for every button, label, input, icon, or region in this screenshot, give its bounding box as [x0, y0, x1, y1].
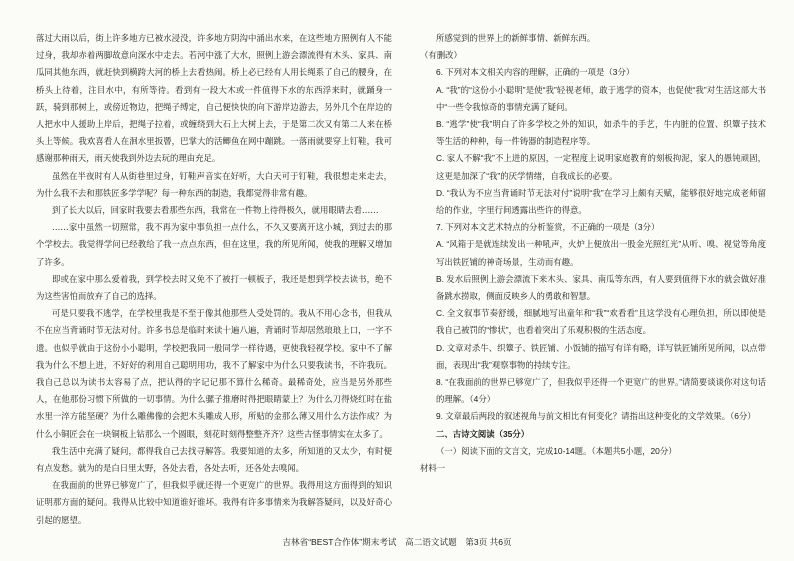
option-6d: D. “我认为不应当背诵时节无法对付”说明“我”在学习上颇有天赋，能够很好地完成老师留给的作业，字里行间透露出些许的得意。 — [436, 187, 766, 216]
option-6b: B. “逃学”使“我”明白了许多学校之外的知识，如杀牛的手艺，牛内脏的位置、织簟子技术等生活的种种，每一件铸器的制造程序等。 — [436, 119, 766, 147]
source-note: （有删改） — [420, 50, 462, 61]
option-7b: B. 发水后照例上游会漂流下来木头、家具、南瓜等东西，有人要到值得下水的就会做好准备跳水捞取，侧面反映乡人的勇敢和智慧。 — [436, 273, 766, 302]
option-6c: C. 家人不解“我”不上进的原因，一定程度上说明家庭教育的刻板拘泥，家人的愚钝顽固，这更是加深了“我”的厌学情绪，自我成长的必要。 — [436, 153, 766, 181]
option-7c: C. 全文叙事节奏舒缓，细腻地写出童年和“我”“欢看看”且这学没有心理负担，所以即使是我自己被罚的“惨状”，也看着突出了乐观积极的生活态度。 — [436, 308, 766, 336]
paragraph: 到了长大以后，回家时我要去看那些东西，我常在一件物上待得极久，就用眼睛去看…… — [52, 205, 379, 216]
option-6a: A. “我”的“这份小小聪明”是使“我”轻视老师，敢于逃学的资本，也促使“我”对生活这部大书中“一些令我惊奇的事情充满了疑问。 — [436, 84, 766, 112]
passage-ending: 所感觉到的世界上的新鲜事情、新鲜东西。 — [436, 33, 596, 43]
subsection-heading: （一）阅读下面的文言文，完成10-14题。（本题共5小题，20分） — [436, 445, 677, 456]
paragraph: 在我面前的世界已够宽广了，但我似乎就还得一个更宽广的世界。我得用这方面得到的知识证明那方面的疑问。我得从比较中知道谁好谁坏。我得有许多事情来为我解答疑问，以及好奇心引起的愿望。 — [36, 480, 392, 525]
paragraph: 我生活中充满了疑问，都得我自己去找寻解答。我要知道的太多，所知道的又太少，有时便有点发愁。就为的是白日里太野，各处去看，各处去听，还各处去嗅闻。 — [36, 445, 392, 474]
paragraph: 可是只要我不逃学，在学校里我是不至于像其他那些人受处罚的。我从不用心念书，但我从不在应当背诵时节无法对付。许多书总是临时来读十遍八遍，背诵时节却居然琅琅上口，一字不遗。也似乎就由于这份小小聪明，学校把我同一般同学一样待遇，更使我轻视学校。家中不了解我为什么不想上进，不好好的利用自己聪明用功，我不了解家中为什么只要我读书，不许我玩。我自己总以为读书太容易了点，把认得的字记记那不算什么稀奇。最稀奇处，应当是另外那些人，在他那份习惯下所做的一切事情。为什么骡子推磨时得把眼睛蒙上？为什么刀得烧红时在盐水里一淬方能坚硬？为什么雕佛像的会把木头雕成人形，所贴的金那么薄又用什么方法作成？为什么小铜匠会在一块铜板上钻那么一个圆眼，刻花时刻得整整齐齐？这些古怪事情实在太多了。 — [36, 308, 392, 439]
option-7d: D. 文章对杀牛、织簟子、铁匠铺、小饭铺的描写有详有略，详写铁匠铺所见所闻，以点带面，表现出“我”观察事物的持续专注。 — [436, 342, 766, 370]
paragraph: 落过大雨以后，街上许多地方已被水浸没，许多地方阴沟中涌出水来，在这些地方照例有人不能过身，我却赤着两脚故意向深水中走去。若河中涨了大水，照例上游会漂流得有木头、家具、南瓜同其他东西，就赶快到横跨大河的桥上去看热闹。桥上必已经有人用长绳系了自己的腰身，在桥头上待着，注目水中，有所等待。看到有一段大木或一件值得下水的东西浮来时，就踊身一跃，骑到那树上，或傍近物边，把绳子缚定，自己便快快的向下游岸边游去，另外几个在岸边的人把水中人援助上岸后，把绳子拉着，或缠绕到大石上大树上去，于是第二次又有第二人来在桥头上等候。我欢喜看人在洄水里扳罾，巴掌大的活鲫鱼在网中蹦跳。一落雨就要穿上钉鞋，我可感谢那种雨天，雨天使我到外边去玩的理由充足。 — [36, 33, 392, 164]
question-8: 8. “在我面前的世界已够宽广了，但我似乎还得一个更宽广的世界。”请简要谈谈你对这句话的理解。（4分） — [436, 377, 766, 405]
option-7a: A. “风箱于是就连续发出一种吼声，火炉上便放出一股金光照红光”从听、嗅、视觉等角度写出铁匠铺的神奇场景，生动而有趣。 — [436, 239, 766, 267]
passage-column — [36, 30, 392, 529]
material-label: 材料一 — [420, 463, 446, 474]
question-9: 9. 文章最后两段的叙述视角与前文相比有何变化？请指出这种变化的文学效果。（6分） — [436, 411, 756, 422]
questions-column — [420, 30, 766, 477]
paragraph: 即或在家中那么爱着我，到学校去时又免不了被打一顿板子，我还是想到学校去读书，绝不为这些害怕而放弃了自己的选择。 — [36, 273, 392, 302]
page-footer: 吉林省“BEST合作体”期末考试 高二语文试题 第3页 共6页 — [282, 537, 512, 547]
section-heading: 二、古诗文阅读（35分） — [436, 428, 530, 439]
question-6: 6. 下列对本文相关内容的理解，正确的一项是（3分） — [436, 67, 635, 78]
paragraph: 虽然在半夜时有人从街巷里过身，钉鞋声音实在好听，大白天可于钉鞋，我很想走来走去，为什么我不去和那铁匠多学学呢？每一种东西的制造，我都觉得非常有趣。 — [36, 170, 392, 198]
question-7: 7. 下列对本文艺术特点的分析鉴赏，不正确的一项是（3分） — [436, 222, 660, 233]
paragraph: ……家中虽然一切照常，我不再为家中事负担一点什么，不久又要离开这小城，到过去的那个学校去。我觉得学问已经教给了我一点点东西，但在这里，我的所见所闻，使我的理解又增加了许多。 — [36, 222, 392, 267]
